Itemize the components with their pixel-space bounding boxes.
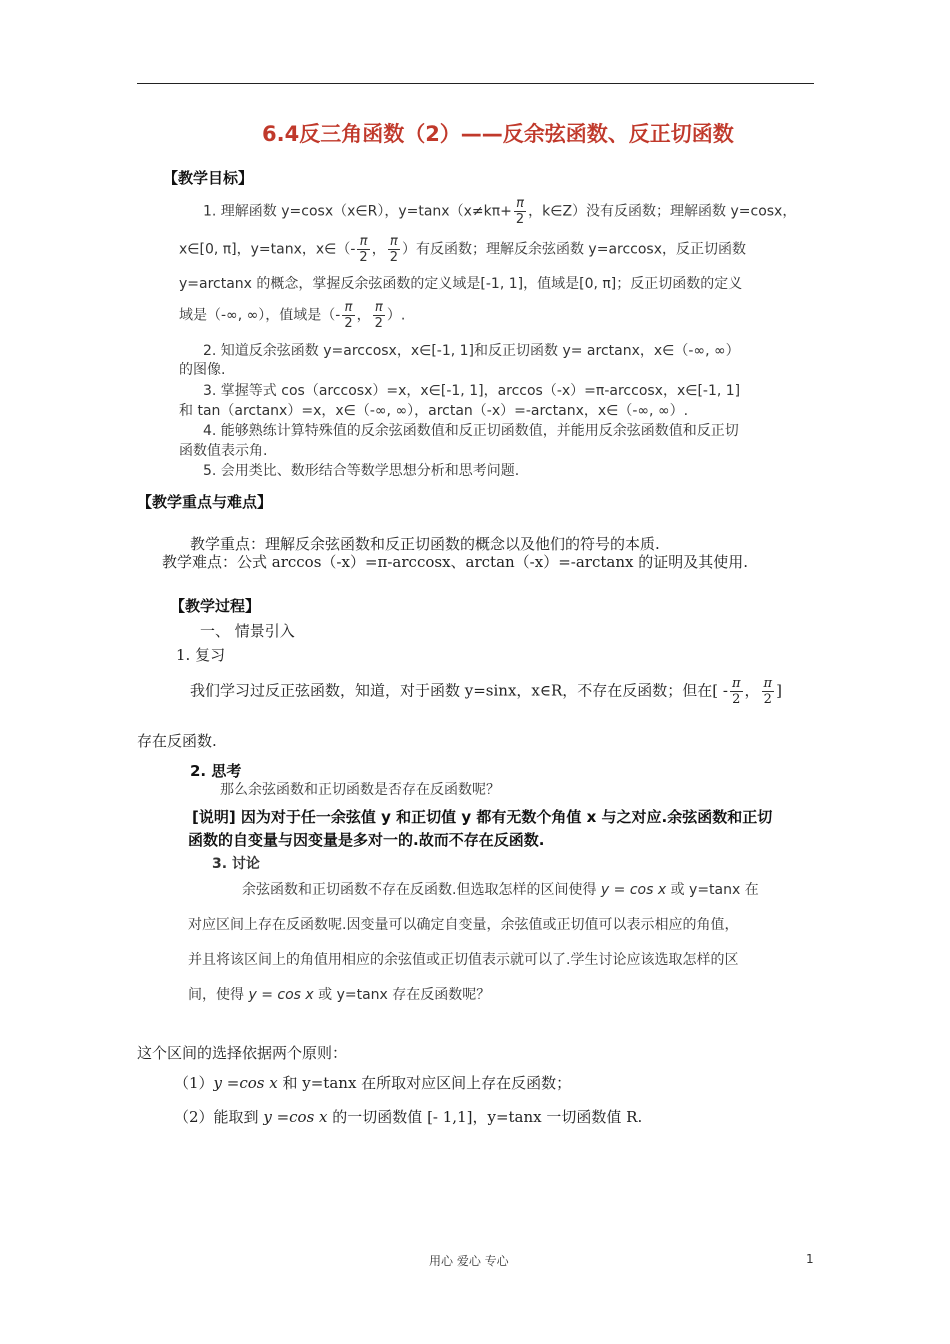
keypoints-heading: 【教学重点与难点】 [137,493,273,511]
objective-3-line-1: 3. 掌握等式 cos（arccosx）=x，x∈[-1, 1]，arccos（-x）=π-arccosx，x∈[-1, 1] [203,383,741,399]
part-1-heading: 一、 情景引入 [200,622,295,640]
header-rule [137,83,814,84]
review-text: 我们学习过反正弦函数，知道，对于函数 y=sinx，x∈R，不存在反函数；但在[ - $\frac{\pi}{2}$ ， $\frac{\pi}{2}$ ] [190,676,782,707]
fraction-pi-over-2: $\frac{\pi}{2}$ [731,676,741,707]
objective-1-line-4: 域是（-∞, ∞），值域是（- $\frac{\pi}{2}$ ， $\frac{\pi}{2}$ ）. [179,300,406,331]
review-text-continued: 存在反函数. [137,732,217,750]
fraction-pi-over-2: $\frac{\pi}{2}$ [359,234,368,265]
fraction-pi-over-2: $\frac{\pi}{2}$ [374,300,383,331]
discuss-heading: 3. 讨论 [212,856,260,872]
fraction-pi-over-2: $\frac{\pi}{2}$ [515,196,525,227]
page-title: 6.4反三角函数（2）——反余弦函数、反正切函数 [262,122,734,146]
objective-4-line-1: 4. 能够熟练计算特殊值的反余弦函数值和反正切函数值，并能用反余弦函数值和反正切 [203,423,739,439]
principles-intro: 这个区间的选择依据两个原则： [137,1044,348,1062]
principle-1: （1）y =cos x 和 y=tanx 在所取对应区间上存在反函数； [174,1074,572,1092]
discuss-line-1: 余弦函数和正切函数不存在反函数.但选取怎样的区间使得 y = cos x 或 y=tanx 在 [242,882,759,898]
think-heading: 2. 思考 [190,762,242,780]
principle-2: （2）能取到 y =cos x 的一切函数值 [- 1,1]，y=tanx 一切函数值 R. [174,1108,643,1126]
objective-5: 5. 会用类比、数形结合等数学思想分析和思考问题. [203,463,520,479]
fraction-pi-over-2: $\frac{\pi}{2}$ [389,234,398,265]
teaching-difficulty: 教学难点：公式 arccos（-x）=π-arccosx、arctan（-x）=-arctanx 的证明及其使用. [162,553,748,571]
page-number: 1 [806,1252,814,1266]
explanation-line-2: 函数的自变量与因变量是多对一的.故而不存在反函数. [188,831,545,849]
objective-1-line-1: 1. 理解函数 y=cosx（x∈R），y=tanx（x≠kπ+ $\frac{\pi}{2}$ ，k∈Z）没有反函数；理解函数 y=cosx， [203,196,797,227]
footer-motto: 用心 爱心 专心 [429,1254,509,1268]
objective-3-line-2: 和 tan（arctanx）=x，x∈（-∞, ∞），arctan（-x）=-arctanx，x∈（-∞, ∞）. [179,403,689,419]
review-heading: 1. 复习 [176,646,226,664]
think-question: 那么余弦函数和正切函数是否存在反函数呢？ [220,782,500,798]
objective-1-line-2: x∈[0, π]，y=tanx，x∈（- $\frac{\pi}{2}$ ， $\frac{\pi}{2}$ ）有反函数；理解反余弦函数 y=arccosx，反正切函数 [179,234,747,265]
fraction-pi-over-2: $\frac{\pi}{2}$ [344,300,353,331]
objective-1-line-3: y=arctanx 的概念，掌握反余弦函数的定义域是[-1, 1]，值域是[0, π]；反正切函数的定义 [179,276,743,292]
discuss-line-4: 间，使得 y = cos x 或 y=tanx 存在反函数呢？ [188,987,491,1003]
process-heading: 【教学过程】 [170,597,261,615]
objectives-heading: 【教学目标】 [163,169,254,187]
objective-2-line-2: 的图像. [179,362,226,378]
objective-4-line-2: 函数值表示角. [179,443,268,459]
explanation-line-1: [说明] 因为对于任一余弦值 y 和正切值 y 都有无数个角值 x 与之对应.余弦函数和正切 [192,808,773,826]
teaching-focus: 教学重点：理解反余弦函数和反正切函数的概念以及他们的符号的本质. [190,535,660,553]
objective-2-line-1: 2. 知道反余弦函数 y=arccosx，x∈[-1, 1]和反正切函数 y= arctanx，x∈（-∞, ∞） [203,343,740,359]
discuss-line-3: 并且将该区间上的角值用相应的余弦值或正切值表示就可以了.学生讨论应该选取怎样的区 [188,952,739,968]
discuss-line-2: 对应区间上存在反函数呢.因变量可以确定自变量，余弦值或正切值可以表示相应的角值， [188,917,739,933]
fraction-pi-over-2: $\frac{\pi}{2}$ [763,676,773,707]
